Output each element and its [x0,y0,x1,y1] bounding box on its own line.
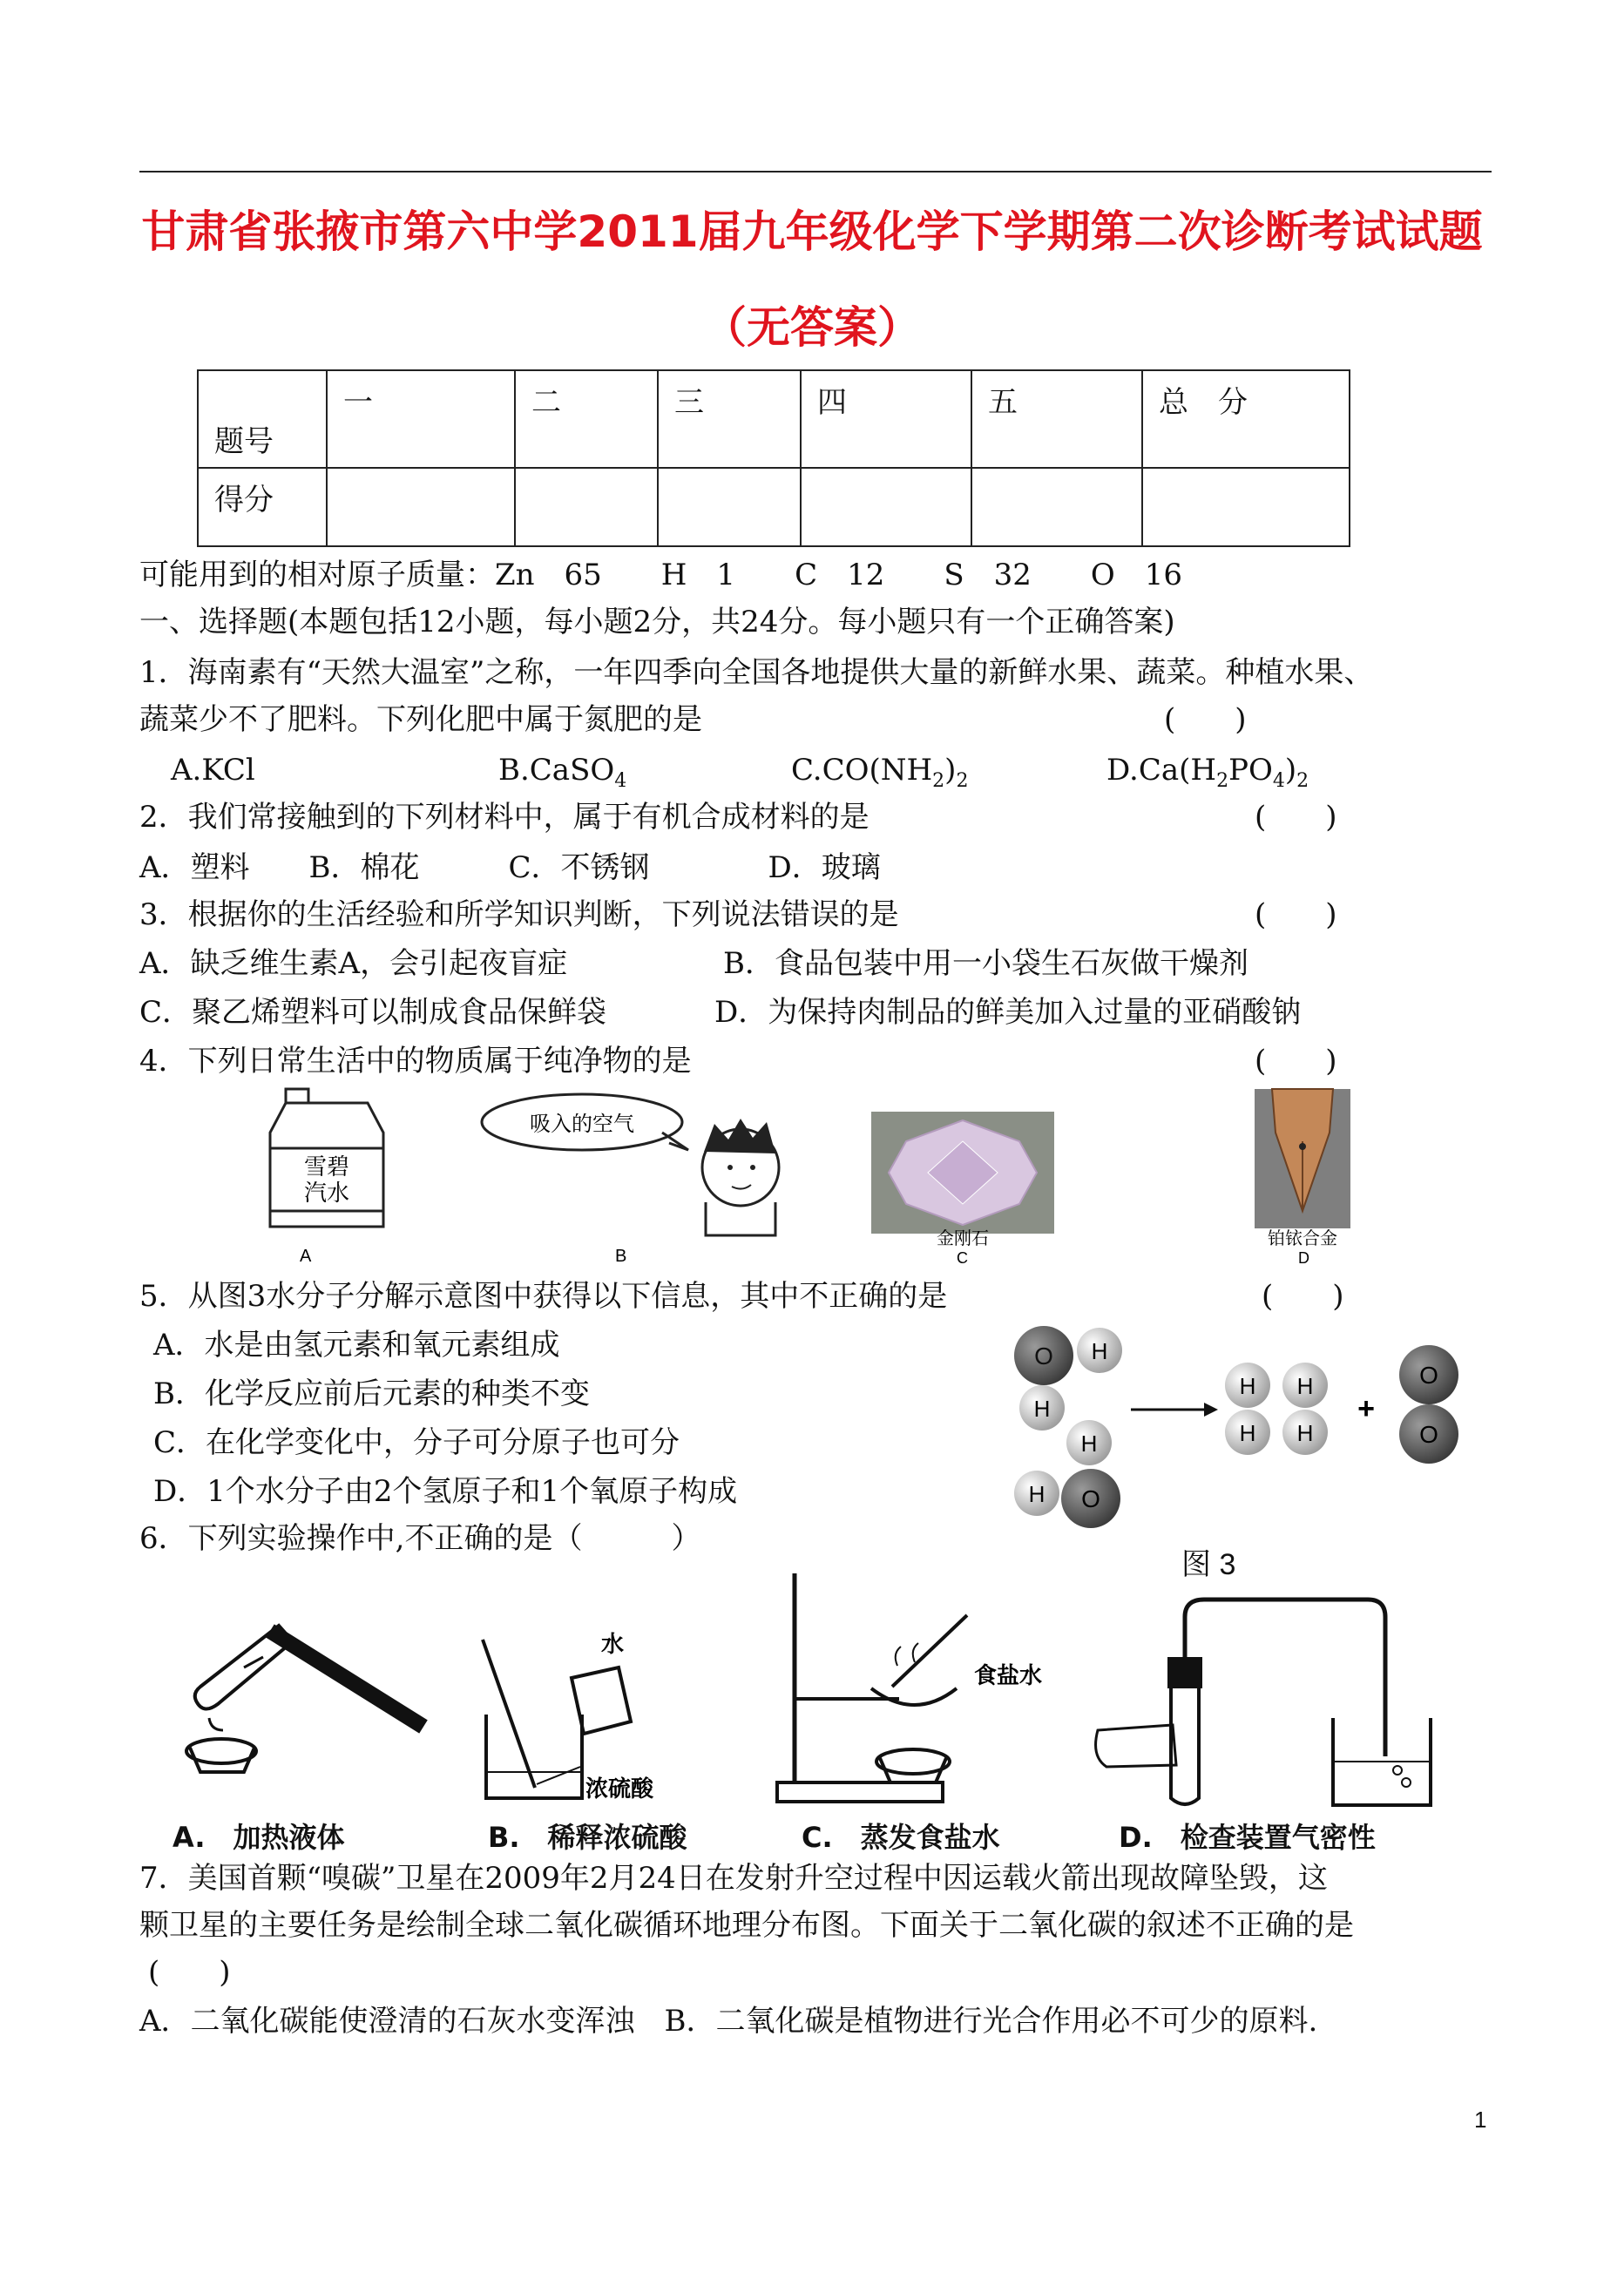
pen-nib-image [1255,1089,1350,1267]
q1-option-d[interactable]: $D.Ca(H_2PO_4)_2$ [1106,753,1309,792]
page-title: 甘肃省张掖市第六中学2011届九年级化学下学期第二次诊断考试试题 [141,206,1483,257]
bottle-label-1: 雪碧 [303,1153,350,1180]
q5-stem: 5．从图3水分子分解示意图中获得以下信息，其中不正确的是 [139,1279,948,1314]
col-header-5: 五 [971,370,1142,468]
label-salt-water: 食盐水 [974,1662,1043,1688]
q7-options: A．二氧化碳能使澄清的石灰水变浑浊 B．二氧化碳是植物进行光合作用必不可少的原料. [139,2004,1318,2039]
bubble-text: 吸入的空气 [530,1113,634,1136]
q6-caption-a: A. 加热液体 [173,1821,345,1854]
q7-line2: 颗卫星的主要任务是绘制全球二氧化碳循环地理分布图。下面关于二氧化碳的叙述不正确的是 [139,1908,1354,1943]
q4-stem: 4．下列日常生活中的物质属于纯净物的是 [139,1044,692,1079]
q1-answer-bracket[interactable]: ( ) [1164,702,1247,737]
q1-line1: 1．海南素有“天然大温室”之称，一年四季向全国各地提供大量的新鲜水果、蔬菜。种植水果、 [139,655,1374,690]
q3-option-a: A．缺乏维生素A，会引起夜盲症 [139,946,568,981]
q7-answer-bracket[interactable]: ( ) [148,1955,231,1990]
col-header-2: 二 [515,370,658,468]
section-title: 一、选择题 [139,605,288,639]
q4-answer-bracket[interactable]: ( ) [1255,1044,1337,1079]
score-cell[interactable] [327,468,515,546]
row-label-score: 得分 [198,468,327,546]
col-header-total: 总 分 [1142,370,1350,468]
q5-answer-bracket[interactable]: ( ) [1262,1279,1344,1314]
q3-option-c: C．聚乙烯塑料可以制成食品保鲜袋 [139,995,607,1030]
svg-text:O: O [1081,1485,1100,1512]
heating-liquid-diagram [186,1626,423,1772]
q3-stem: 3．根据你的生活经验和所学知识判断，下列说法错误的是 [139,897,899,932]
airtightness-diagram [1096,1600,1431,1805]
q2-stem: 2．我们常接触到的下列材料中，属于有机合成材料的是 [139,800,870,835]
q4-label-a: A [300,1247,312,1266]
svg-text:O: O [1419,1421,1438,1448]
label-water: 水 [601,1631,625,1657]
soda-bottle-image [270,1089,383,1266]
figure-3-caption: 图 3 [1181,1548,1236,1581]
q2-options: A．塑料 B．棉花 C．不锈钢 D．玻璃 [139,850,881,885]
svg-text:O: O [1419,1362,1438,1389]
row-label-number: 题号 [198,370,327,468]
score-cell[interactable] [971,468,1142,546]
svg-text:H: H [1028,1481,1045,1507]
q4-label-c: C [957,1249,968,1267]
q7-line1: 7．美国首颗“嗅碳”卫星在2009年2月24日在发射升空过程中因运载火箭出现故障坠毁，这 [139,1861,1328,1896]
water-decomposition-figure [1002,1312,1472,1565]
inhaled-air-image [482,1094,779,1266]
q1-option-a[interactable]: A.KCl [171,753,255,788]
score-cell[interactable] [658,468,801,546]
diluting-acid-diagram [483,1631,654,1802]
q4-images [253,1080,1411,1281]
q5-option-a: A．水是由氢元素和氧元素组成 [153,1328,560,1363]
svg-text:H: H [1033,1396,1051,1422]
q6-caption-c: C. 蒸发食盐水 [802,1821,1000,1854]
q1-line2: 蔬菜少不了肥料。下列化肥中属于氮肥的是 [139,702,702,737]
q3-option-d: D．为保持肉制品的鲜美加入过量的亚硝酸钠 [714,995,1302,1030]
col-header-1: 一 [327,370,515,468]
top-rule [139,171,1492,172]
q5-option-c: C．在化学变化中，分子可分原子也可分 [153,1425,680,1460]
lab-operations-figure [166,1565,1490,1817]
svg-text:H: H [1091,1338,1108,1364]
svg-text:O: O [1034,1343,1053,1370]
q3-option-b: B．食品包装中用一小袋生石灰做干燥剂 [723,946,1248,981]
label-acid: 浓硫酸 [585,1776,654,1802]
score-cell[interactable] [515,468,658,546]
q5-option-d: D．1个水分子由2个氢原子和1个氧原子构成 [153,1474,738,1509]
q1-option-b[interactable]: B.CaSO$_4$ [498,753,627,792]
svg-text:H: H [1296,1373,1314,1399]
q1-option-c[interactable]: $C.CO(NH_2)_2$ [791,753,969,792]
svg-text:H: H [1239,1373,1256,1399]
q6-caption-d: D. 检查装置气密性 [1119,1821,1376,1854]
section-note: (本题包括12小题，每小题2分，共24分。每小题只有一个正确答案) [288,605,1175,639]
atomic-masses: 可能用到的相对原子质量：Zn 65 H 1 C 12 S 32 O 16 [139,558,1183,592]
col-header-3: 三 [658,370,801,468]
score-table [197,369,1350,547]
score-cell[interactable] [801,468,971,546]
svg-text:H: H [1239,1420,1256,1446]
q2-answer-bracket[interactable]: ( ) [1255,800,1337,835]
section-heading [139,605,1175,639]
page-number: 1 [1474,2107,1487,2133]
page-subtitle: （无答案） [703,302,921,353]
plus-sign: + [1357,1392,1375,1425]
nib-caption: 铂铱合金 [1268,1229,1337,1248]
svg-text:H: H [1296,1420,1314,1446]
score-cell[interactable] [1142,468,1350,546]
q6-stem: 6．下列实验操作中,不正确的是（ ） [139,1521,701,1556]
q5-option-b: B．化学反应前后元素的种类不变 [153,1376,590,1411]
q4-label-d: D [1298,1249,1309,1267]
svg-text:H: H [1080,1431,1098,1457]
bottle-label-2: 汽水 [303,1180,350,1206]
col-header-4: 四 [801,370,971,468]
evaporating-diagram [777,1573,1042,1802]
q3-answer-bracket[interactable]: ( ) [1255,897,1337,932]
q6-caption-b: B. 稀释浓硫酸 [488,1821,687,1854]
diamond-caption: 金刚石 [937,1229,989,1248]
diamond-image [871,1112,1054,1267]
q4-label-b: B [615,1247,627,1266]
